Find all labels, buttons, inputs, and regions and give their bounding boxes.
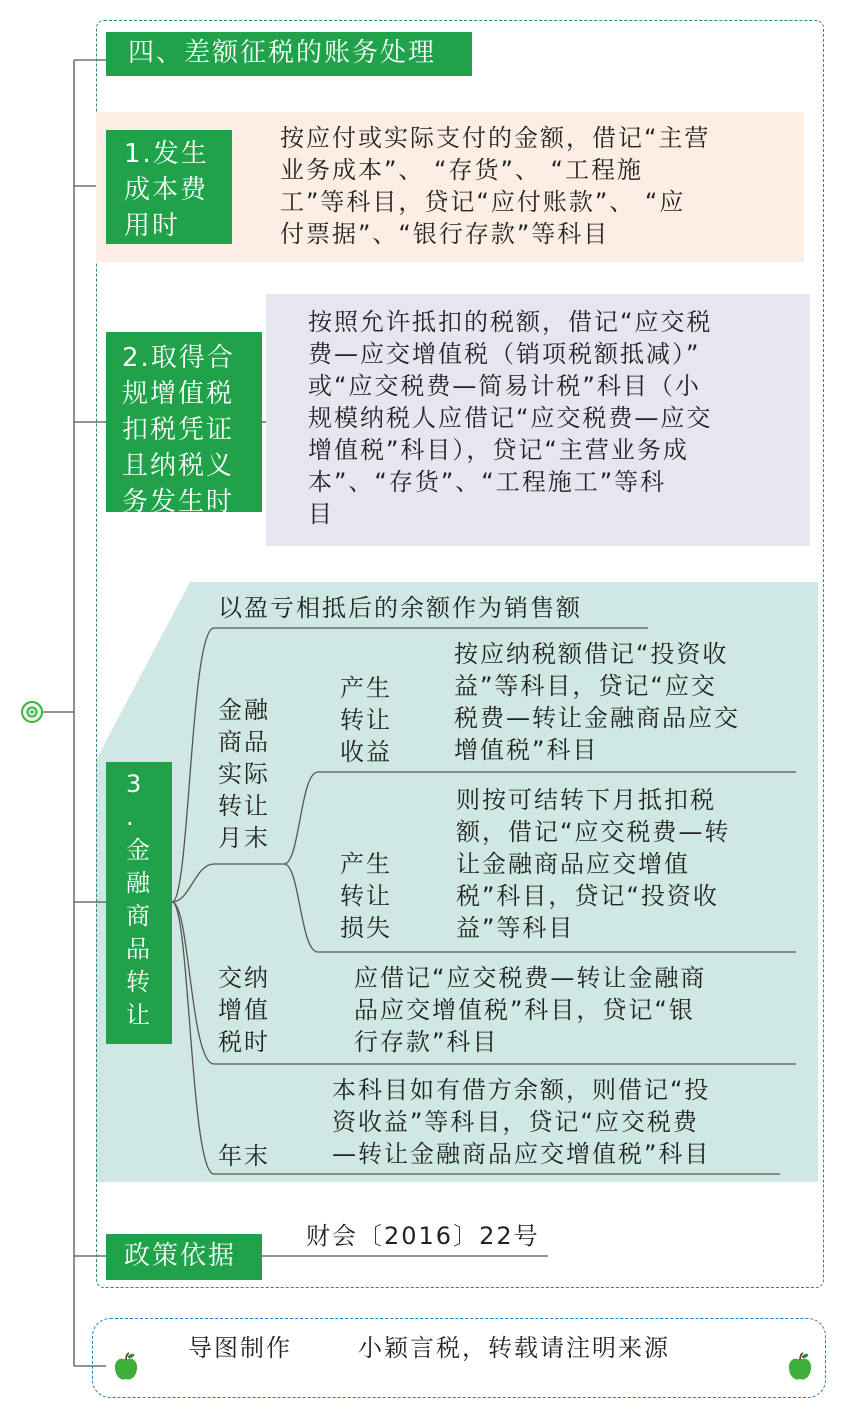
node2-text-line: 规模纳税人应借记“应交税费—应交 xyxy=(308,404,713,432)
node3-label-line: 转 xyxy=(126,968,152,996)
node2-label-line: 扣税凭证 xyxy=(122,415,235,445)
policy-text: 财会〔2016〕22号 xyxy=(306,1222,540,1250)
gain-label xyxy=(340,672,392,768)
node1-label[interactable] xyxy=(106,130,232,244)
gain-text xyxy=(454,638,740,766)
node2-label[interactable] xyxy=(106,332,262,517)
node2-text-line: 费—应交增值税（销项税额抵减）” xyxy=(308,340,701,368)
pay-text-line: 应借记“应交税费—转让金融商 xyxy=(354,964,707,992)
yearend-text xyxy=(332,1074,710,1170)
gain-text-line: 按应纳税额借记“投资收 xyxy=(454,640,729,668)
loss-text xyxy=(456,784,730,944)
node2-label-line: 务发生时 xyxy=(122,487,235,517)
node2-text-line: 按照允许抵扣的税额，借记“应交税 xyxy=(308,308,713,336)
node3-label-line: 商 xyxy=(126,902,152,930)
node2-text xyxy=(308,306,712,530)
pay-text-line: 行存款”科目 xyxy=(354,1028,499,1056)
node2-label-line: 且纳税义 xyxy=(122,451,235,481)
node2-label-line: 规增值税 xyxy=(122,379,235,409)
loss-text-line: 税”科目，贷记“投资收 xyxy=(456,882,719,910)
node3-label-line: 融 xyxy=(126,869,152,897)
gain-label-line: 收益 xyxy=(340,738,392,766)
loss-label xyxy=(340,848,392,944)
pay-label-line: 交纳 xyxy=(218,964,270,992)
node1-label-line: 用时 xyxy=(124,211,181,241)
loss-text-line: 则按可结转下月抵扣税 xyxy=(456,786,716,814)
yearend-text-line: —转让金融商品应交增值税”科目 xyxy=(332,1140,711,1168)
loss-label-line: 损失 xyxy=(340,914,392,942)
node3-label-line: 3 xyxy=(126,770,144,798)
target-icon[interactable] xyxy=(20,700,44,724)
node3-label-line: 让 xyxy=(126,1001,152,1029)
gain-text-line: 益”等科目，贷记“应交 xyxy=(454,672,717,700)
node1-text-line: 业务成本”、 “存货”、 “工程施 xyxy=(280,156,643,184)
loss-label-line: 产生 xyxy=(340,850,392,878)
gain-text-line: 税费—转让金融商品应交 xyxy=(454,704,740,732)
loss-label-line: 转让 xyxy=(340,882,392,910)
apple-icon xyxy=(786,1352,814,1382)
node2-text-line: 增值税”科目），贷记“主营业务成 xyxy=(308,436,689,464)
section-title[interactable] xyxy=(106,32,472,76)
node2-label-line: 2.取得合 xyxy=(122,343,235,373)
node2-text-line: 目 xyxy=(308,500,334,528)
pay-label-line: 增值 xyxy=(218,996,270,1024)
node1-text-line: 工”等科目，贷记“应付账款”、 “应 xyxy=(280,188,686,216)
loss-text-line: 益”等科目 xyxy=(456,914,575,942)
node1-text xyxy=(280,122,710,250)
gain-text-line: 增值税”科目 xyxy=(454,736,599,764)
node1-text-line: 付票据”、“银行存款”等科目 xyxy=(280,220,610,248)
node3-top-text: 以盈亏相抵后的余额作为销售额 xyxy=(218,594,582,622)
node3-label-line: 品 xyxy=(126,935,152,963)
yearend-label: 年末 xyxy=(218,1142,270,1170)
policy-label[interactable] xyxy=(106,1234,262,1280)
apple-icon xyxy=(112,1352,140,1382)
monthend-label-line: 商品 xyxy=(218,728,270,756)
pay-text-line: 品应交增值税”科目，贷记“银 xyxy=(354,996,695,1024)
yearend-text-line: 本科目如有借方余额，则借记“投 xyxy=(332,1076,711,1104)
gain-label-line: 产生 xyxy=(340,674,392,702)
loss-text-line: 让金融商品应交增值 xyxy=(456,850,690,878)
monthend-label xyxy=(218,694,270,854)
monthend-label-line: 转让 xyxy=(218,792,270,820)
monthend-label-line: 实际 xyxy=(218,760,270,788)
node1-label-line: 1.发生 xyxy=(124,139,209,169)
gain-label-line: 转让 xyxy=(340,706,392,734)
policy-label-text: 政策依据 xyxy=(124,1241,237,1271)
pay-label xyxy=(218,962,270,1058)
node1-text-line: 按应付或实际支付的金额，借记“主营 xyxy=(280,124,711,152)
node3-label-line: . xyxy=(126,803,136,831)
node1-label-line: 成本费 xyxy=(124,175,209,205)
footer-right: 小颖言税，转载请注明来源 xyxy=(358,1334,670,1362)
pay-label-line: 税时 xyxy=(218,1028,270,1056)
pay-text xyxy=(354,962,706,1058)
yearend-text-line: 资收益”等科目，贷记“应交税费 xyxy=(332,1108,699,1136)
node3-label[interactable] xyxy=(106,762,172,1044)
monthend-label-line: 金融 xyxy=(218,696,270,724)
node3-label-line: 金 xyxy=(126,836,152,864)
footer-left: 导图制作 xyxy=(188,1334,292,1362)
section-title-text: 四、差额征税的账务处理 xyxy=(128,38,437,68)
monthend-label-line: 月末 xyxy=(218,824,270,852)
loss-text-line: 额，借记“应交税费—转 xyxy=(456,818,731,846)
node2-text-line: 或“应交税费—简易计税”科目（小 xyxy=(308,372,701,400)
node2-text-line: 本”、“存货”、“工程施工”等科 xyxy=(308,468,667,496)
